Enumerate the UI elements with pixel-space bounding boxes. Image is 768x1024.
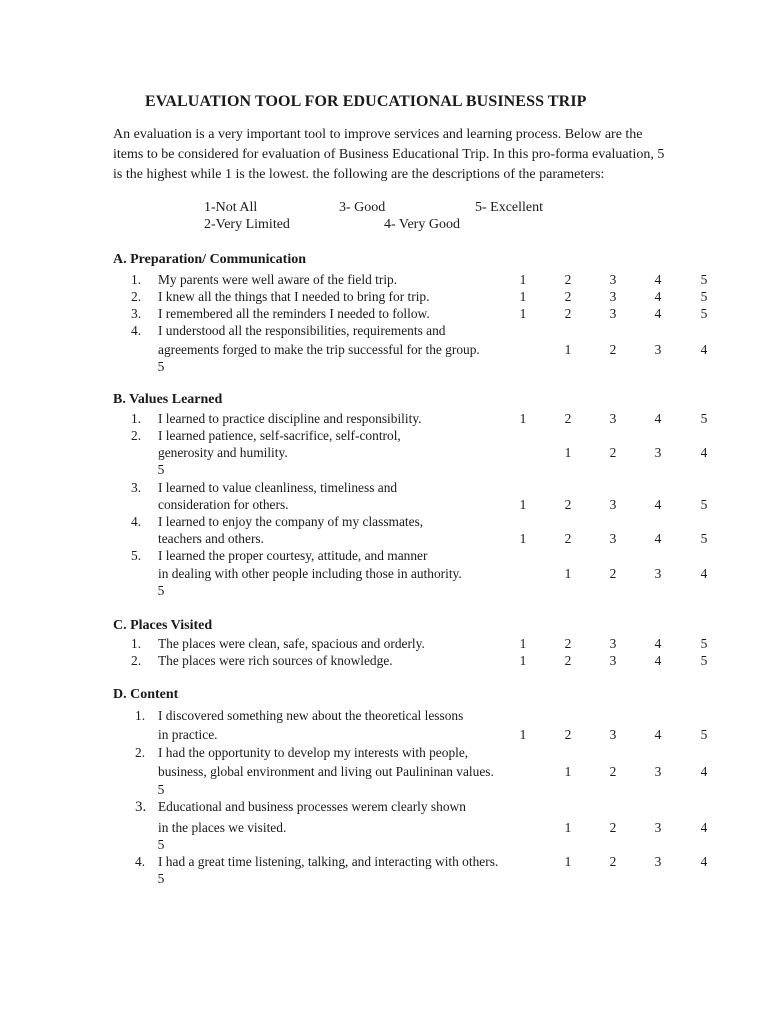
rating-option[interactable]: 2 [609, 764, 617, 779]
rating-option[interactable]: 2 [564, 727, 572, 742]
item-number: 2. [135, 745, 146, 760]
legend-item: 3- Good [339, 200, 386, 215]
rating-option[interactable]: 4 [654, 727, 662, 742]
page-title: EVALUATION TOOL FOR EDUCATIONAL BUSINESS TRIP [145, 93, 587, 110]
rating-option[interactable]: 5 [700, 306, 708, 321]
rating-option[interactable]: 3 [654, 566, 662, 581]
rating-option[interactable]: 2 [564, 272, 572, 287]
rating-option[interactable]: 4 [654, 306, 662, 321]
item-text: business, global environment and living out Paulininan values. [158, 764, 494, 779]
item-number: 4. [131, 323, 142, 338]
rating-option[interactable]: 2 [609, 854, 617, 869]
rating-option[interactable]: 5 [700, 636, 708, 651]
rating-option[interactable]: 5 [157, 462, 165, 477]
rating-option[interactable]: 3 [609, 727, 617, 742]
item-number: 2. [131, 289, 142, 304]
item-text: The places were rich sources of knowledge. [158, 653, 393, 668]
rating-option[interactable]: 1 [564, 764, 572, 779]
item-text: I understood all the responsibilities, requirements and [158, 323, 446, 338]
rating-option[interactable]: 1 [564, 820, 572, 835]
rating-option[interactable]: 2 [564, 411, 572, 426]
rating-option[interactable]: 4 [654, 411, 662, 426]
rating-option[interactable]: 5 [700, 411, 708, 426]
rating-option[interactable]: 3 [654, 342, 662, 357]
rating-option[interactable]: 4 [700, 566, 708, 581]
rating-option[interactable]: 1 [519, 727, 527, 742]
rating-option[interactable]: 3 [609, 531, 617, 546]
item-text: I had a great time listening, talking, and interacting with others. [158, 854, 499, 869]
rating-option[interactable]: 3 [609, 306, 617, 321]
legend-item: 5- Excellent [475, 200, 544, 215]
item-text: I learned to value cleanliness, timeliness and [158, 480, 398, 495]
item-text: consideration for others. [158, 497, 289, 512]
rating-option[interactable]: 1 [519, 306, 527, 321]
rating-option[interactable]: 5 [700, 497, 708, 512]
item-number: 3. [135, 799, 147, 815]
rating-option[interactable]: 1 [564, 854, 572, 869]
rating-option[interactable]: 5 [157, 583, 165, 598]
rating-option[interactable]: 4 [654, 497, 662, 512]
section-title: C. Places Visited [113, 618, 213, 633]
rating-option[interactable]: 1 [564, 566, 572, 581]
rating-option[interactable]: 4 [700, 445, 708, 460]
item-text: in dealing with other people including those in authority. [158, 566, 462, 581]
rating-option[interactable]: 5 [157, 837, 165, 852]
item-text: in the places we visited. [158, 820, 287, 835]
rating-option[interactable]: 3 [609, 411, 617, 426]
section-title: D. Content [113, 687, 179, 702]
item-number: 5. [131, 548, 142, 563]
item-number: 4. [135, 854, 146, 869]
rating-option[interactable]: 2 [564, 306, 572, 321]
item-number: 2. [131, 428, 142, 443]
rating-option[interactable]: 4 [654, 289, 662, 304]
item-text: I discovered something new about the theoretical lessons [158, 708, 464, 723]
rating-option[interactable]: 4 [654, 636, 662, 651]
legend-item: 4- Very Good [384, 217, 460, 232]
item-text: I had the opportunity to develop my interests with people, [158, 745, 469, 760]
rating-option[interactable]: 4 [700, 820, 708, 835]
rating-option[interactable]: 1 [519, 653, 527, 668]
rating-option[interactable]: 1 [519, 497, 527, 512]
rating-option[interactable]: 1 [519, 531, 527, 546]
rating-option[interactable]: 4 [654, 272, 662, 287]
rating-option[interactable]: 2 [564, 497, 572, 512]
item-text: I learned to practice discipline and responsibility. [158, 411, 422, 426]
section-title: B. Values Learned [113, 392, 223, 407]
rating-option[interactable]: 3 [654, 764, 662, 779]
rating-option[interactable]: 5 [700, 289, 708, 304]
rating-option[interactable]: 3 [654, 854, 662, 869]
rating-option[interactable]: 4 [700, 764, 708, 779]
intro-line: An evaluation is a very important tool to improve services and learning process. Below are the [113, 127, 643, 142]
rating-option[interactable]: 1 [519, 636, 527, 651]
rating-option[interactable]: 4 [700, 854, 708, 869]
rating-option[interactable]: 5 [157, 782, 165, 797]
rating-option[interactable]: 1 [564, 342, 572, 357]
item-text: generosity and humility. [158, 445, 288, 460]
rating-option[interactable]: 1 [519, 272, 527, 287]
item-number: 1. [131, 272, 142, 287]
intro-line: items to be considered for evaluation of Business Educational Trip. In this pro-forma evaluation, 5 [113, 147, 665, 162]
intro-line: is the highest while 1 is the lowest. the following are the descriptions of the parameters: [113, 167, 605, 182]
rating-option[interactable]: 3 [609, 272, 617, 287]
item-text: My parents were well aware of the field trip. [158, 272, 398, 287]
rating-option[interactable]: 2 [609, 445, 617, 460]
rating-option[interactable]: 1 [519, 289, 527, 304]
rating-option[interactable]: 2 [564, 289, 572, 304]
legend-item: 1-Not All [204, 200, 258, 215]
item-text: I remembered all the reminders I needed to follow. [158, 306, 430, 321]
item-text: teachers and others. [158, 531, 264, 546]
rating-option[interactable]: 2 [609, 820, 617, 835]
rating-option[interactable]: 2 [609, 342, 617, 357]
item-number: 2. [131, 653, 142, 668]
rating-option[interactable]: 5 [700, 727, 708, 742]
rating-option[interactable]: 5 [700, 653, 708, 668]
legend-item: 2-Very Limited [204, 217, 290, 232]
rating-option[interactable]: 3 [609, 289, 617, 304]
rating-option[interactable]: 3 [654, 445, 662, 460]
item-number: 1. [131, 411, 142, 426]
section-title: A. Preparation/ Communication [113, 252, 307, 267]
item-text: The places were clean, safe, spacious and orderly. [158, 636, 425, 651]
rating-option[interactable]: 3 [609, 636, 617, 651]
item-text: I learned patience, self-sacrifice, self-control, [158, 428, 401, 443]
rating-option[interactable]: 4 [700, 342, 708, 357]
item-number: 1. [131, 636, 142, 651]
item-text: I learned the proper courtesy, attitude, and manner [158, 548, 428, 563]
rating-option[interactable]: 5 [700, 272, 708, 287]
rating-option[interactable]: 3 [609, 497, 617, 512]
rating-option[interactable]: 2 [564, 531, 572, 546]
item-text: I learned to enjoy the company of my classmates, [158, 514, 424, 529]
item-number: 3. [131, 480, 142, 495]
rating-option[interactable]: 3 [609, 653, 617, 668]
item-text: I knew all the things that I needed to bring for trip. [158, 289, 430, 304]
item-number: 3. [131, 306, 142, 321]
rating-option[interactable]: 2 [564, 636, 572, 651]
item-text: agreements forged to make the trip successful for the group. [158, 342, 480, 357]
rating-option[interactable]: 4 [654, 653, 662, 668]
rating-option[interactable]: 5 [700, 531, 708, 546]
rating-option[interactable]: 3 [654, 820, 662, 835]
rating-option[interactable]: 5 [157, 359, 165, 374]
rating-option[interactable]: 1 [519, 411, 527, 426]
rating-option[interactable]: 2 [564, 653, 572, 668]
rating-option[interactable]: 5 [157, 871, 165, 886]
item-number: 1. [135, 708, 146, 723]
rating-option[interactable]: 4 [654, 531, 662, 546]
rating-option[interactable]: 1 [564, 445, 572, 460]
item-number: 4. [131, 514, 142, 529]
item-text: Educational and business processes werem clearly shown [158, 799, 466, 814]
item-text: in practice. [158, 727, 218, 742]
rating-option[interactable]: 2 [609, 566, 617, 581]
